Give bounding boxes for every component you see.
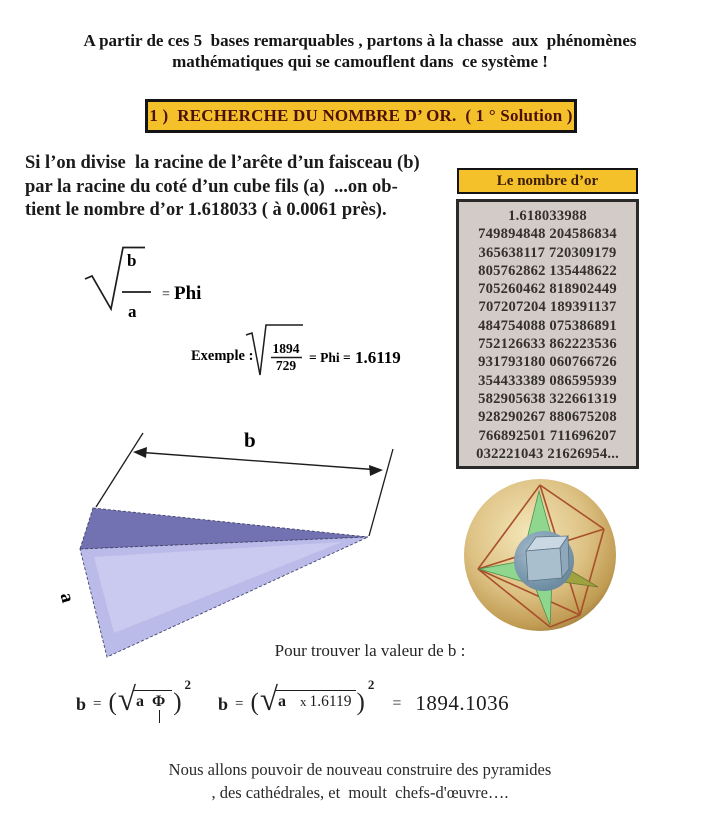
dimension-line-b: [136, 452, 380, 470]
digit-row: 1.618033988: [508, 208, 587, 224]
intro-line3: tient le nombre d’or 1.618033 ( à 0.0061 près).: [25, 200, 387, 220]
section-title: 1 ) RECHERCHE DU NOMBRE D’ OR. ( 1 ° Solution ): [149, 106, 573, 125]
exponent-2: 2: [367, 677, 375, 692]
sqrt-expression: [259, 682, 356, 718]
digit-row: 032221043 21626954...: [476, 445, 619, 462]
close-paren: ): [356, 689, 365, 716]
radical-sign: √: [259, 682, 278, 718]
dimension-tick-left: [96, 433, 143, 507]
exponent-2: 2: [184, 677, 192, 692]
example-denominator: 729: [275, 358, 297, 373]
formula-denominator: a: [128, 302, 137, 321]
phi-glyph: Φ: [151, 693, 166, 710]
section-title-banner: [145, 99, 577, 133]
digit-row: 484754088 075386891: [478, 317, 617, 334]
pyramid-figure: [30, 425, 440, 670]
result-value: 1894.1036: [415, 691, 510, 715]
closing-line1: Nous allons pouvoir de nouveau construire des pyramides: [168, 760, 552, 779]
phi-symbol: [152, 693, 165, 711]
close-paren: ): [173, 689, 182, 716]
formula-b-value: [218, 677, 510, 746]
inner-cube: [526, 536, 569, 581]
golden-number-header: [457, 168, 638, 194]
digit-row: 766892501 711696207: [478, 427, 617, 444]
digit-row: 805762862 135448622: [478, 262, 617, 279]
open-paren: (: [250, 689, 259, 716]
label-b: b: [244, 428, 256, 452]
phi-value: 1.6119: [309, 693, 352, 710]
intro-paragraph: [25, 152, 455, 223]
sqrt-expression: [117, 682, 172, 718]
digit-row: 705260462 818902449: [478, 281, 617, 298]
lhs-b: b: [76, 694, 87, 714]
phi-descender: [159, 710, 161, 723]
digit-row: 707207204 189391137: [478, 299, 617, 316]
example-equals: = Phi =: [309, 350, 351, 365]
phi-word: Phi: [174, 283, 202, 304]
main-ratio-formula: [80, 243, 230, 333]
label-a: a: [55, 590, 79, 606]
formula-numerator: b: [127, 251, 137, 270]
digit-row: 752126633 862223536: [478, 336, 617, 353]
intro-line2: par la racine du coté d’un cube fils (a) ...on ob-: [25, 176, 398, 197]
heading-line2: mathématiques qui se camouflent dans ce système !: [172, 52, 548, 71]
example-label: Exemple :: [191, 348, 254, 364]
intro-line1: Si l’on divise la racine de l’arête d’un faisceau (b): [25, 153, 420, 173]
golden-number-digits-box: [456, 199, 639, 469]
golden-number-title: Le nombre d’or: [496, 172, 599, 189]
page-heading: [0, 30, 720, 72]
formula-b-phi: [76, 677, 192, 746]
equals-sign: =: [235, 696, 244, 712]
digit-row: 365638117 720309179: [478, 244, 617, 261]
dimension-tick-right: [369, 449, 393, 536]
example-numerator: 1894: [272, 341, 300, 356]
equals-sign: =: [93, 696, 102, 712]
sphere-figure: [462, 477, 618, 633]
radicand-a: a: [135, 693, 144, 710]
open-paren: (: [108, 689, 117, 716]
radical-sign: √: [117, 682, 136, 718]
digit-row: 928290267 880675208: [478, 409, 617, 426]
radicand: [133, 690, 172, 711]
closing-line2: , des cathédrales, et moult chefs-d'œuvre….: [211, 783, 509, 802]
heading-line1: A partir de ces 5 bases remarquables , partons à la chasse aux phénomènes: [83, 31, 637, 50]
digit-row: 749894848 204586834: [478, 226, 617, 243]
closing-paragraph: [0, 758, 720, 804]
times-x: x: [299, 694, 307, 709]
digit-row: 582905638 322661319: [478, 390, 617, 407]
solve-prompt: Pour trouver la valeur de b :: [274, 641, 466, 660]
arrowhead-left: [133, 447, 147, 458]
pyramid-inner-highlight: [94, 542, 342, 633]
digit-row: 354433389 086595939: [478, 372, 617, 389]
lhs-b: b: [218, 694, 229, 714]
equals-sign-2: =: [392, 695, 402, 712]
radicand-a: a: [277, 693, 286, 710]
radicand: [275, 690, 356, 711]
example-formula: [185, 322, 425, 388]
equals-sign: =: [162, 287, 170, 302]
example-value: 1.6119: [355, 348, 401, 367]
digit-row: 931793180 060766726: [478, 354, 617, 371]
arrowhead-right: [369, 465, 383, 476]
